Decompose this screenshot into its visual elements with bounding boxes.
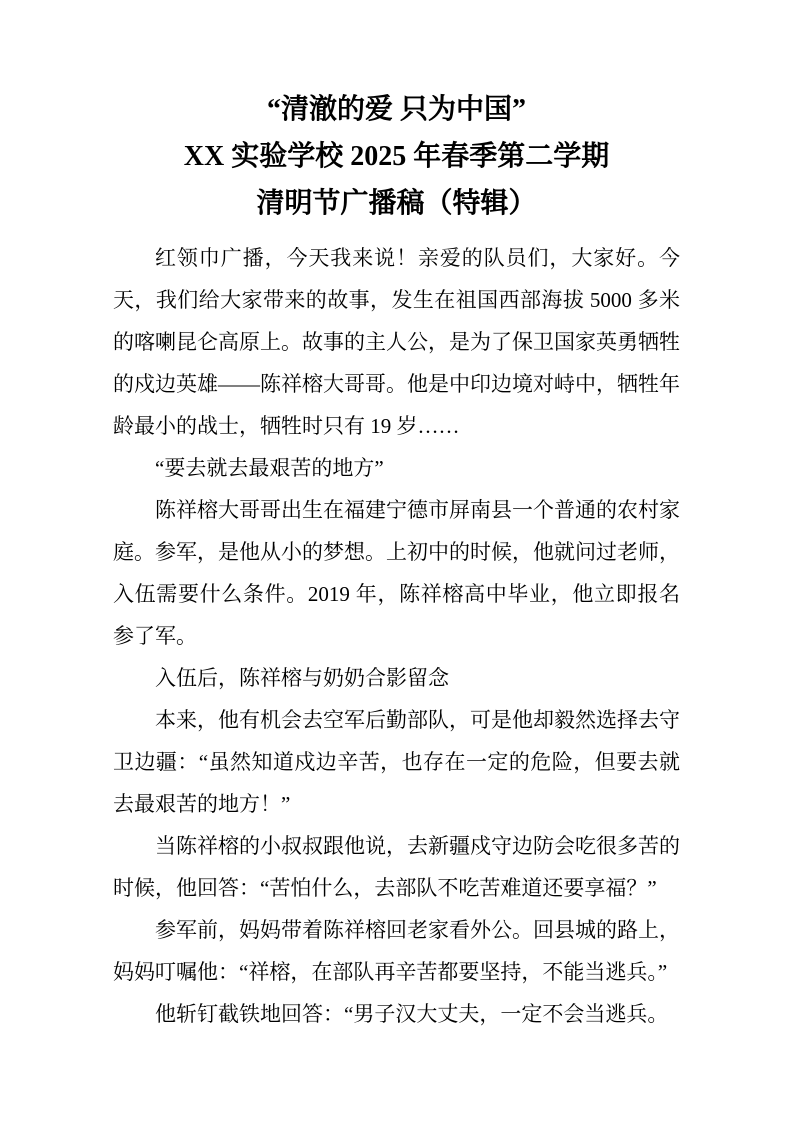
paragraph-birthplace: 陈祥榕大哥哥出生在福建宁德市屏南县一个普通的农村家庭。参军，是他从小的梦想。上初中的时候，他就问过老师，入伍需要什么条件。2019 年，陈祥榕高中毕业，他立即报名参了军。 <box>113 498 680 648</box>
document-body <box>113 237 680 1035</box>
paragraph-intro: 红领巾广播，今天我来说！亲爱的队员们，大家好。今天，我们给大家带来的故事，发生在祖国西部海拔 5000 多米的喀喇昆仑高原上。故事的主人公，是为了保卫国家英勇牺牲的戍边英雄——陈祥榕大哥哥。他是中印边境对峙中，牺牲年龄最小的战士，牺牲时只有 19 岁…… <box>113 246 680 438</box>
title-line-1: “清澈的爱 只为中国” <box>266 94 526 125</box>
title-line-3: 清明节广播稿（特辑） <box>256 188 537 219</box>
paragraph-photo-caption: 入伍后，陈祥榕与奶奶合影留念 <box>155 666 449 690</box>
title-line-2: XX 实验学校 2025 年春季第二学期 <box>183 141 610 172</box>
paragraph-reply: 他斩钉截铁地回答：“男子汉大丈夫，一定不会当逃兵。 <box>155 1002 669 1026</box>
paragraph-choice: 本来，他有机会去空军后勤部队，可是他却毅然选择去守卫边疆：“虽然知道戍边辛苦，也存在一定的危险，但要去就去最艰苦的地方！” <box>113 708 680 816</box>
paragraph-mother: 参军前，妈妈带着陈祥榕回老家看外公。回县城的路上，妈妈叮嘱他：“祥榕，在部队再辛苦都要坚持，不能当逃兵。” <box>113 918 680 984</box>
document-title <box>113 86 680 227</box>
paragraph-subheading-quote: “要去就去最艰苦的地方” <box>155 456 384 480</box>
paragraph-uncle: 当陈祥榕的小叔叔跟他说，去新疆戍守边防会吃很多苦的时候，他回答：“苦怕什么，去部队不吃苦难道还要享福？” <box>113 834 680 900</box>
